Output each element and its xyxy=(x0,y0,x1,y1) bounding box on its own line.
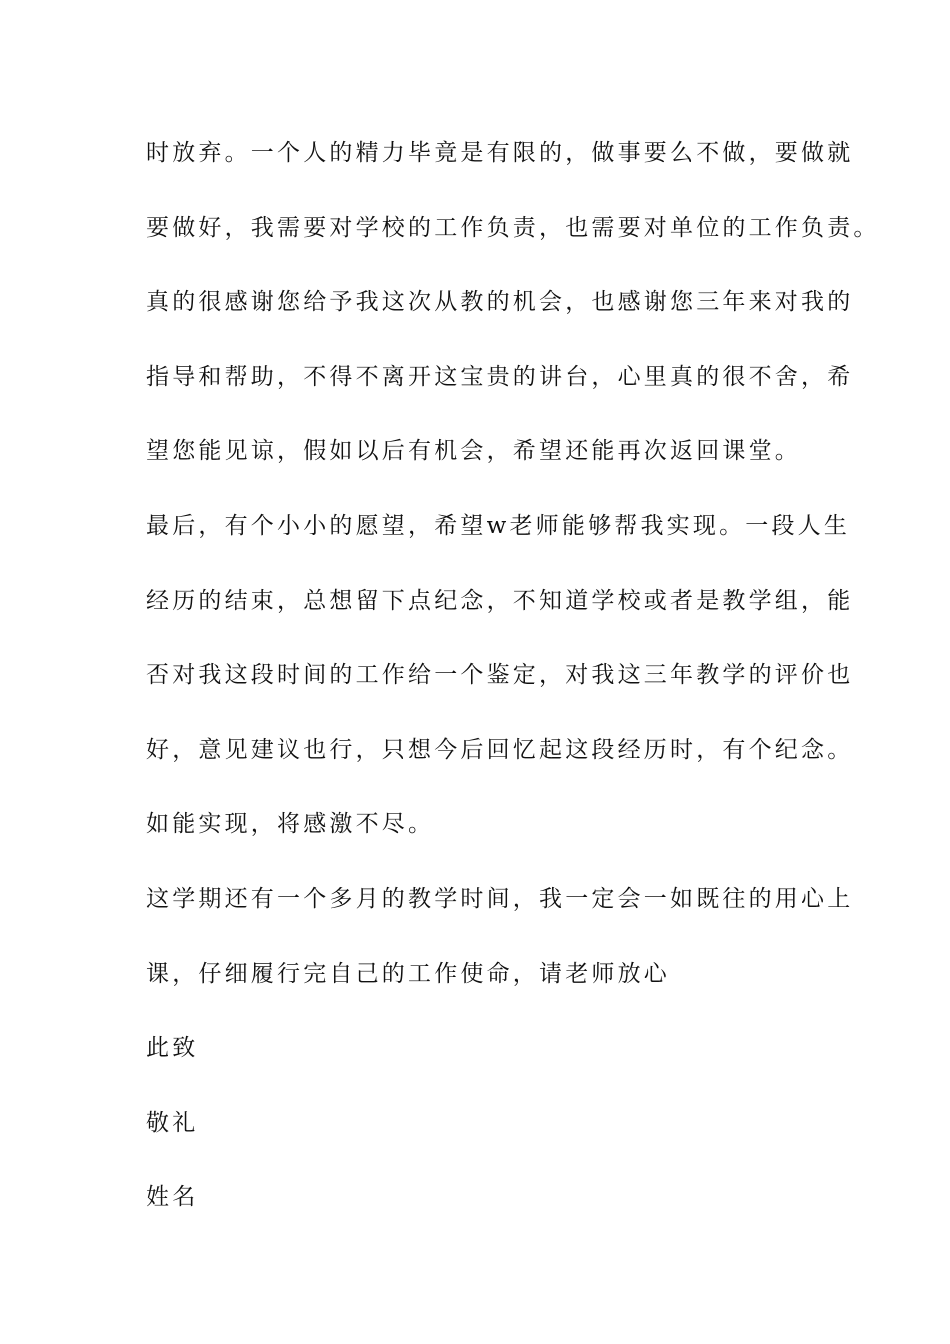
text-line: 真的很感谢您给予我这次从教的机会，也感谢您三年来对我的 xyxy=(146,289,854,316)
text-line: 这学期还有一个多月的教学时间，我一定会一如既往的用心上 xyxy=(146,885,854,912)
text-line: 指导和帮助，不得不离开这宝贵的讲台，心里真的很不舍，希 xyxy=(146,363,854,390)
text-line: 课，仔细履行完自己的工作使命，请老师放心 xyxy=(146,960,670,987)
signature-name: 姓名 xyxy=(146,1184,199,1211)
text-line: 望您能见谅，假如以后有机会，希望还能再次返回课堂。 xyxy=(146,438,801,465)
closing-salutation: 此致 xyxy=(146,1035,199,1062)
text-line: 经历的结束，总想留下点纪念，不知道学校或者是教学组，能 xyxy=(146,587,854,614)
letter-body xyxy=(146,128,880,1247)
text-line: 时放弃。一个人的精力毕竟是有限的，做事要么不做，要做就 xyxy=(146,140,854,166)
closing-regards: 敬礼 xyxy=(146,1109,199,1136)
text-line: 最后，有个小小的愿望，希望w老师能够帮我实现。一段人生 xyxy=(146,512,851,539)
text-line: 否对我这段时间的工作给一个鉴定，对我这三年教学的评价也 xyxy=(146,662,854,689)
text-line: 要做好，我需要对学校的工作负责，也需要对单位的工作负责。 xyxy=(146,214,880,241)
text-line: 如能实现，将感激不尽。 xyxy=(146,811,435,838)
text-line: 好，意见建议也行，只想今后回忆起这段经历时，有个纪念。 xyxy=(146,736,854,763)
